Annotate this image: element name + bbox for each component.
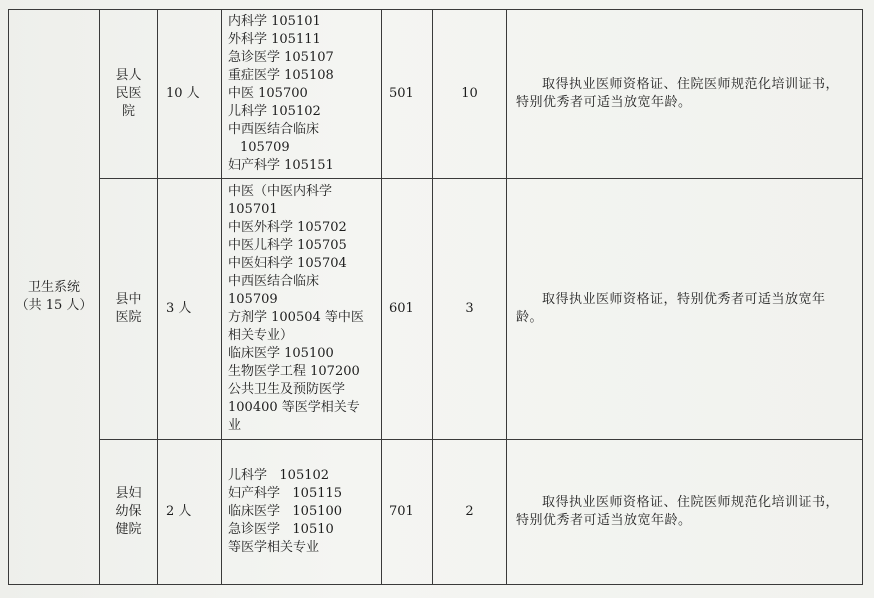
major-line: 100400 等医学相关专 — [228, 400, 360, 415]
major-line: 中医妇科学 105704 — [228, 256, 347, 271]
note-text: 取得执业医师资格证，特别优秀者可适当放宽年龄。 — [516, 292, 826, 325]
position-count: 10 — [461, 86, 478, 101]
headcount-cell — [158, 440, 222, 585]
headcount: 10 人 — [166, 86, 200, 101]
major-line: 方剂学 100504 等中医 — [228, 310, 364, 325]
recruitment-table — [8, 9, 863, 585]
major-line: 等医学相关专业 — [228, 540, 320, 555]
position-code-cell — [382, 10, 433, 179]
table-row — [9, 179, 863, 440]
unit-name: 县人民医院 — [115, 68, 142, 119]
majors-cell — [222, 179, 382, 440]
major-line: 中医儿科学 105705 — [228, 238, 347, 253]
major-line: 临床医学 105100 — [228, 346, 334, 361]
note-cell — [507, 440, 863, 585]
count-cell — [433, 10, 507, 179]
major-line: 妇产科学 105115 — [228, 486, 343, 501]
major-line: 儿科学 105102 — [228, 104, 321, 119]
position-count: 2 — [465, 504, 474, 519]
major-line: 重症医学 105108 — [228, 68, 334, 83]
position-code: 501 — [389, 86, 414, 101]
major-line: 中医外科学 105702 — [228, 220, 347, 235]
major-line: 105701 — [228, 202, 278, 217]
category-cell — [9, 10, 100, 585]
unit-cell — [100, 179, 158, 440]
headcount: 3 人 — [166, 301, 192, 316]
major-line: 中西医结合临床 — [228, 122, 320, 137]
note-cell — [507, 10, 863, 179]
position-code: 701 — [389, 504, 414, 519]
position-count: 3 — [465, 301, 474, 316]
major-line: 105709 — [228, 292, 278, 307]
unit-name: 县妇幼保健院 — [115, 486, 142, 537]
major-line: 中医（中医内科学 — [228, 184, 333, 199]
majors-cell — [222, 10, 382, 179]
major-line: 外科学 105111 — [228, 32, 321, 47]
note-cell — [507, 179, 863, 440]
major-line: 中西医结合临床 — [228, 274, 320, 289]
headcount-cell — [158, 10, 222, 179]
major-line: 急诊医学 10510 — [228, 522, 334, 537]
count-cell — [433, 179, 507, 440]
table-row — [9, 10, 863, 179]
note-text: 取得执业医师资格证、住院医师规范化培训证书，特别优秀者可适当放宽年龄。 — [516, 77, 840, 110]
major-line: 生物医学工程 107200 — [228, 364, 360, 379]
category-total: （共 15 人） — [15, 298, 93, 313]
major-line: 内科学 105101 — [228, 14, 321, 29]
major-line: 急诊医学 105107 — [228, 50, 334, 65]
note-text: 取得执业医师资格证、住院医师规范化培训证书，特别优秀者可适当放宽年龄。 — [516, 495, 840, 528]
unit-cell — [100, 10, 158, 179]
category-name: 卫生系统 — [27, 280, 80, 295]
count-cell — [433, 440, 507, 585]
position-code: 601 — [389, 301, 414, 316]
headcount-cell — [158, 179, 222, 440]
major-line: 中医 105700 — [228, 86, 308, 101]
major-line: 公共卫生及预防医学 — [228, 382, 346, 397]
unit-cell — [100, 440, 158, 585]
major-line: 相关专业） — [228, 328, 294, 343]
position-code-cell — [382, 179, 433, 440]
table-row — [9, 440, 863, 585]
majors-cell — [222, 440, 382, 585]
major-line: 临床医学 105100 — [228, 504, 343, 519]
major-line: 儿科学 105102 — [228, 468, 330, 483]
major-line: 105709 — [240, 140, 290, 155]
unit-name: 县中医院 — [115, 292, 142, 325]
major-line: 妇产科学 105151 — [228, 158, 334, 173]
major-line: 业 — [228, 418, 242, 433]
headcount: 2 人 — [166, 504, 192, 519]
position-code-cell — [382, 440, 433, 585]
